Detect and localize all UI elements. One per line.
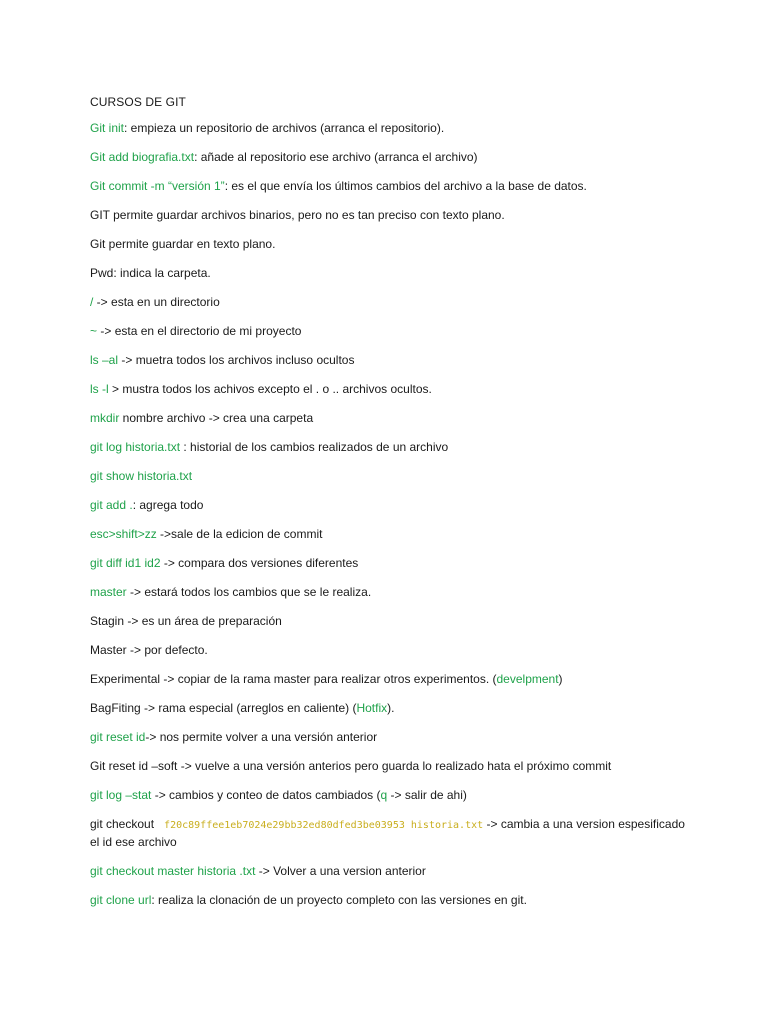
command-text: develpment [496,672,559,686]
description-text: > mustra todos los achivos excepto el . o .. archivos ocultos. [108,382,432,396]
description-text: : realiza la clonación de un proyecto completo con las versiones en git. [151,893,527,907]
command-text: ~ [90,324,98,338]
page-title: CURSOS DE GIT [90,95,186,109]
description-text: : añade al repositorio ese archivo (arranca el archivo) [194,150,478,164]
command-text: git add . [90,498,133,512]
command-text: master [90,585,127,599]
description-text: nombre archivo -> crea una carpeta [119,411,314,425]
note-line [90,265,690,294]
description-text: Stagin -> es un área de preparación [90,614,282,628]
description-text: Git permite guardar en texto plano. [90,237,276,251]
note-line [90,120,690,149]
description-text: BagFiting -> rama especial (arreglos en caliente) ( [90,701,357,715]
note-line [90,497,690,526]
description-text: git checkout [90,817,155,831]
note-line [90,323,690,352]
note-line [90,149,690,178]
description-text: Experimental -> copiar de la rama master para realizar otros experimentos. ( [90,672,497,686]
note-line [90,207,690,236]
description-text: -> estará todos los cambios que se le realiza. [126,585,372,599]
note-line [90,236,690,265]
note-line [90,352,690,381]
command-text: git clone url [90,893,152,907]
command-text: Git init [90,121,125,135]
description-text: Pwd: indica la carpeta. [90,266,211,280]
description-text: -> salir de ahi) [387,788,467,802]
command-text: Hotfix [356,701,388,715]
command-text: git log historia.txt [90,440,181,454]
note-line [90,555,690,584]
command-text: git log –stat [90,788,152,802]
command-text: git checkout master historia .txt [90,864,256,878]
note-line [90,892,690,921]
description-text: ->sale de la edicion de commit [156,527,323,541]
description-text: -> esta en el directorio de mi proyecto [97,324,302,338]
description-text: -> cambios y conteo de datos cambiados ( [151,788,381,802]
note-line [90,439,690,468]
note-line [90,584,690,613]
command-text: Git commit -m “versión 1” [90,179,225,193]
note-line [90,700,690,729]
note-line [90,758,690,787]
note-line [90,468,690,497]
note-line [90,526,690,555]
description-text: : agrega todo [132,498,204,512]
description-text: : historial de los cambios realizados de un archivo [180,440,449,454]
command-text: ls -l [90,382,109,396]
description-text: -> compara dos versiones diferentes [160,556,359,570]
note-line [90,671,690,700]
command-text: / [90,295,94,309]
document-body [90,92,690,921]
note-line [90,816,690,863]
note-line [90,613,690,642]
command-text: git diff id1 id2 [90,556,161,570]
description-text: -> cambia a una version espesificado el id ese archivo [90,817,685,849]
command-text: esc>shift>zz [90,527,157,541]
note-line [90,410,690,439]
command-text: Git add biografia.txt [90,150,195,164]
note-line [90,178,690,207]
description-text: : empieza un repositorio de archivos (arranca el repositorio). [124,121,445,135]
command-text: git show historia.txt [90,469,193,483]
note-line [90,729,690,758]
command-text: mkdir [90,411,120,425]
description-text: Git reset id –soft -> vuelve a una versión anterios pero guarda lo realizado hata el próximo commit [90,759,612,773]
description-text: -> muetra todos los archivos incluso ocultos [118,353,355,367]
description-text: -> Volver a una version anterior [255,864,426,878]
description-text: ) [558,672,563,686]
description-text: Master -> por defecto. [90,643,208,657]
note-line [90,863,690,892]
command-text: q [380,788,388,802]
commit-hash-text: f20c89ffee1eb7024e29bb32ed80dfed3be03953 historia.txt [164,820,484,831]
description-text: : es el que envía los últimos cambios del archivo a la base de datos. [224,179,587,193]
command-text: ls –al [90,353,119,367]
notes-list [90,120,690,921]
note-line [90,294,690,323]
description-text: -> nos permite volver a una versión anterior [145,730,378,744]
note-line [90,381,690,410]
description-text: ). [387,701,395,715]
description-text: GIT permite guardar archivos binarios, pero no es tan preciso con texto plano. [90,208,505,222]
description-text: -> esta en un directorio [93,295,220,309]
command-text: git reset id [90,730,146,744]
note-line [90,787,690,816]
note-line [90,642,690,671]
